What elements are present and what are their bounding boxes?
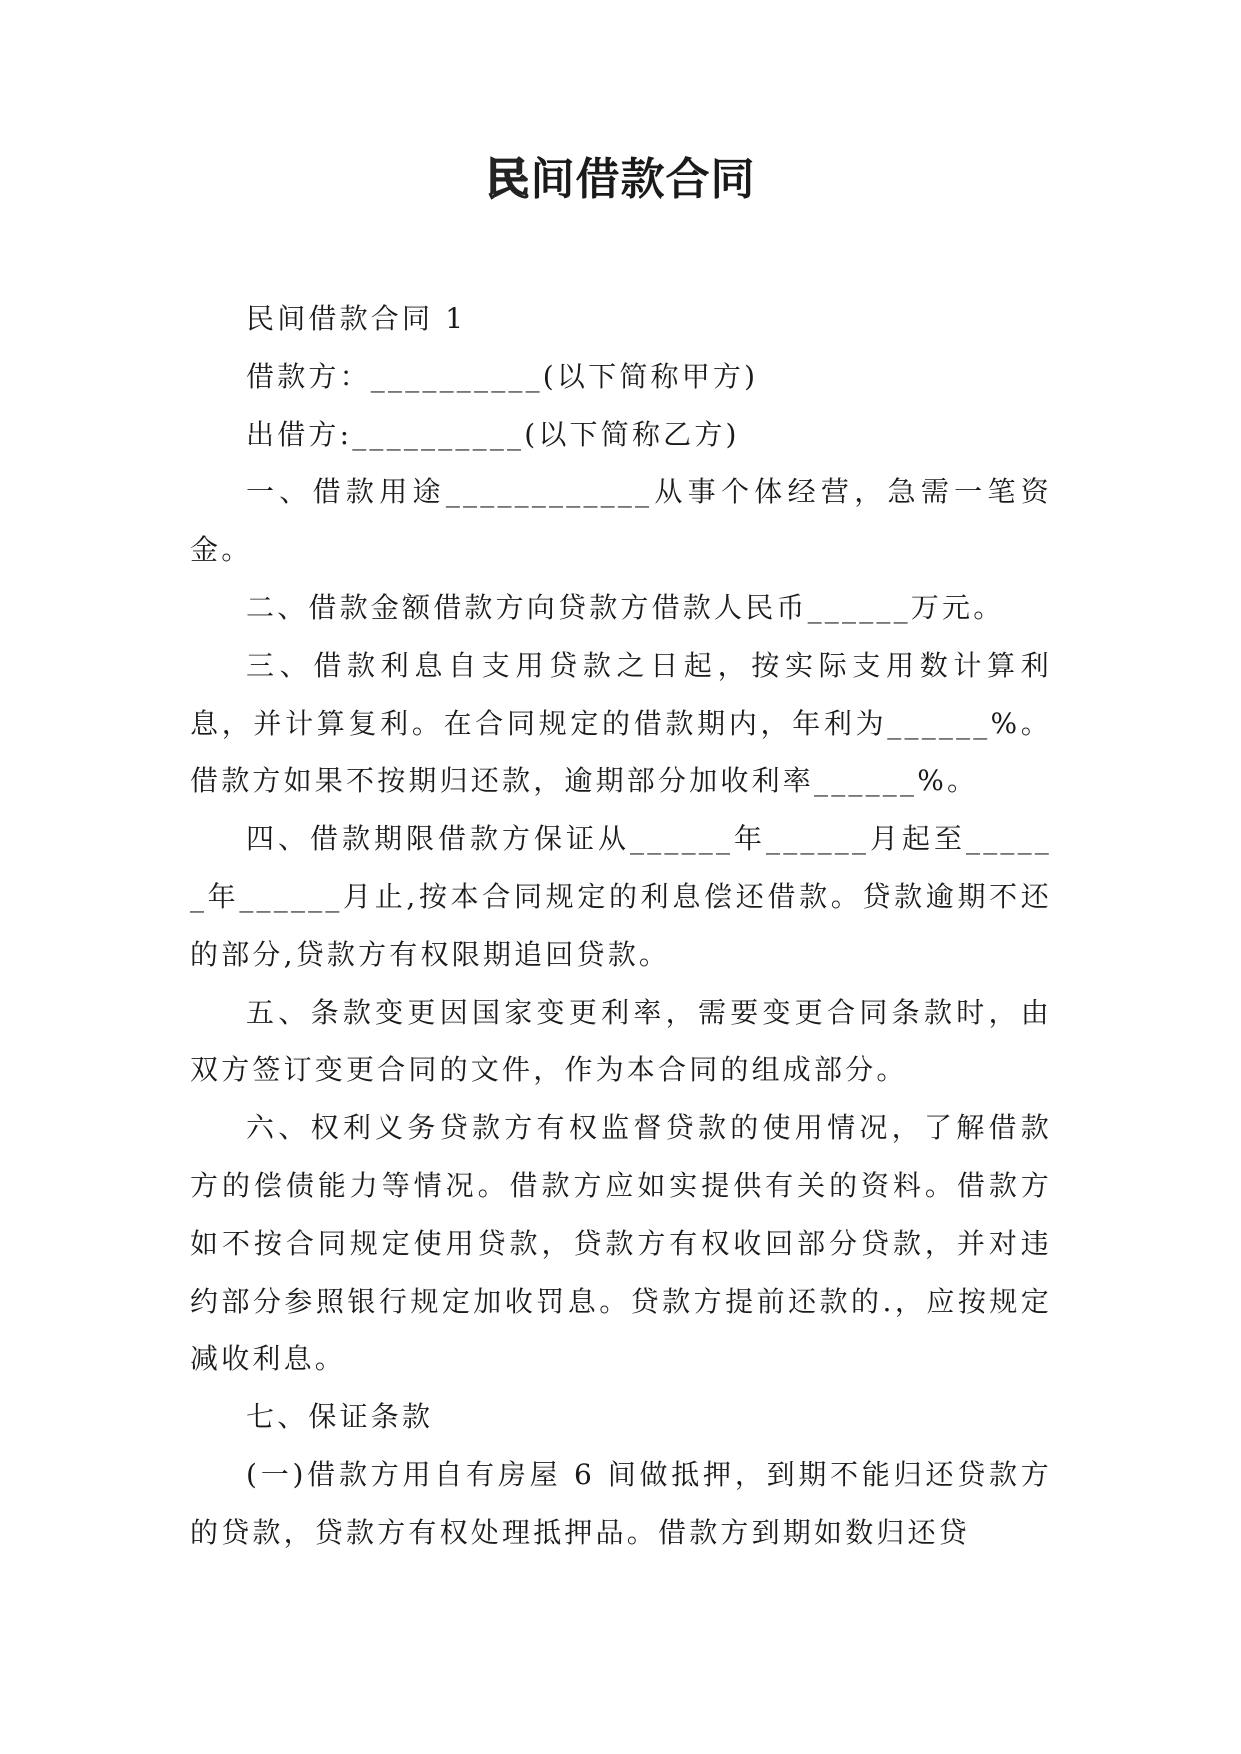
- paragraph-purpose: 一、借款用途____________从事个体经营，急需一笔资金。: [190, 475, 1052, 567]
- paragraph-borrower: 借款方：__________(以下简称甲方): [246, 359, 759, 393]
- paragraph-term: 四、借款期限借款方保证从______年______月起至______年______月止,按本合同规定的利息偿还借款。贷款逾期不还的部分,贷款方有权限期追回贷款。: [190, 822, 1052, 971]
- paragraph-rights: 六、权利义务贷款方有权监督贷款的使用情况，了解借款方的偿债能力等情况。借款方应如实提供有关的资料。借款方如不按合同规定使用贷款，贷款方有权收回部分贷款，并对违约部分参照银行规定加收罚息。贷款方提前还款的.，应按规定减收利息。: [190, 1111, 1052, 1376]
- paragraph-guarantee-heading: 七、保证条款: [246, 1400, 434, 1434]
- title-rest: 间借款合同: [530, 154, 756, 205]
- paragraph-changes: 五、条款变更因国家变更利率，需要变更合同条款时，由双方签订变更合同的文件，作为本合同的组成部分。: [190, 995, 1052, 1087]
- paragraph-lender: 出借方:__________(以下简称乙方): [246, 417, 740, 451]
- paragraph-heading: 民间借款合同 1: [246, 302, 467, 335]
- paragraph-interest: 三、借款利息自支用贷款之日起，按实际支用数计算利息，并计算复利。在合同规定的借款期内，年利为______%。借款方如果不按期归还款，逾期部分加收利率______%。: [190, 648, 1052, 798]
- document-body: [190, 290, 1052, 1562]
- paragraph-guarantee-1: (一)借款方用自有房屋 6 间做抵押，到期不能归还贷款方的贷款，贷款方有权处理抵押品。借款方到期如数归还贷: [190, 1457, 1052, 1549]
- document-title: [0, 150, 1241, 210]
- title-first-char: 民: [485, 154, 531, 205]
- paragraph-amount: 二、借款金额借款方向贷款方借款人民币______万元。: [246, 590, 1005, 624]
